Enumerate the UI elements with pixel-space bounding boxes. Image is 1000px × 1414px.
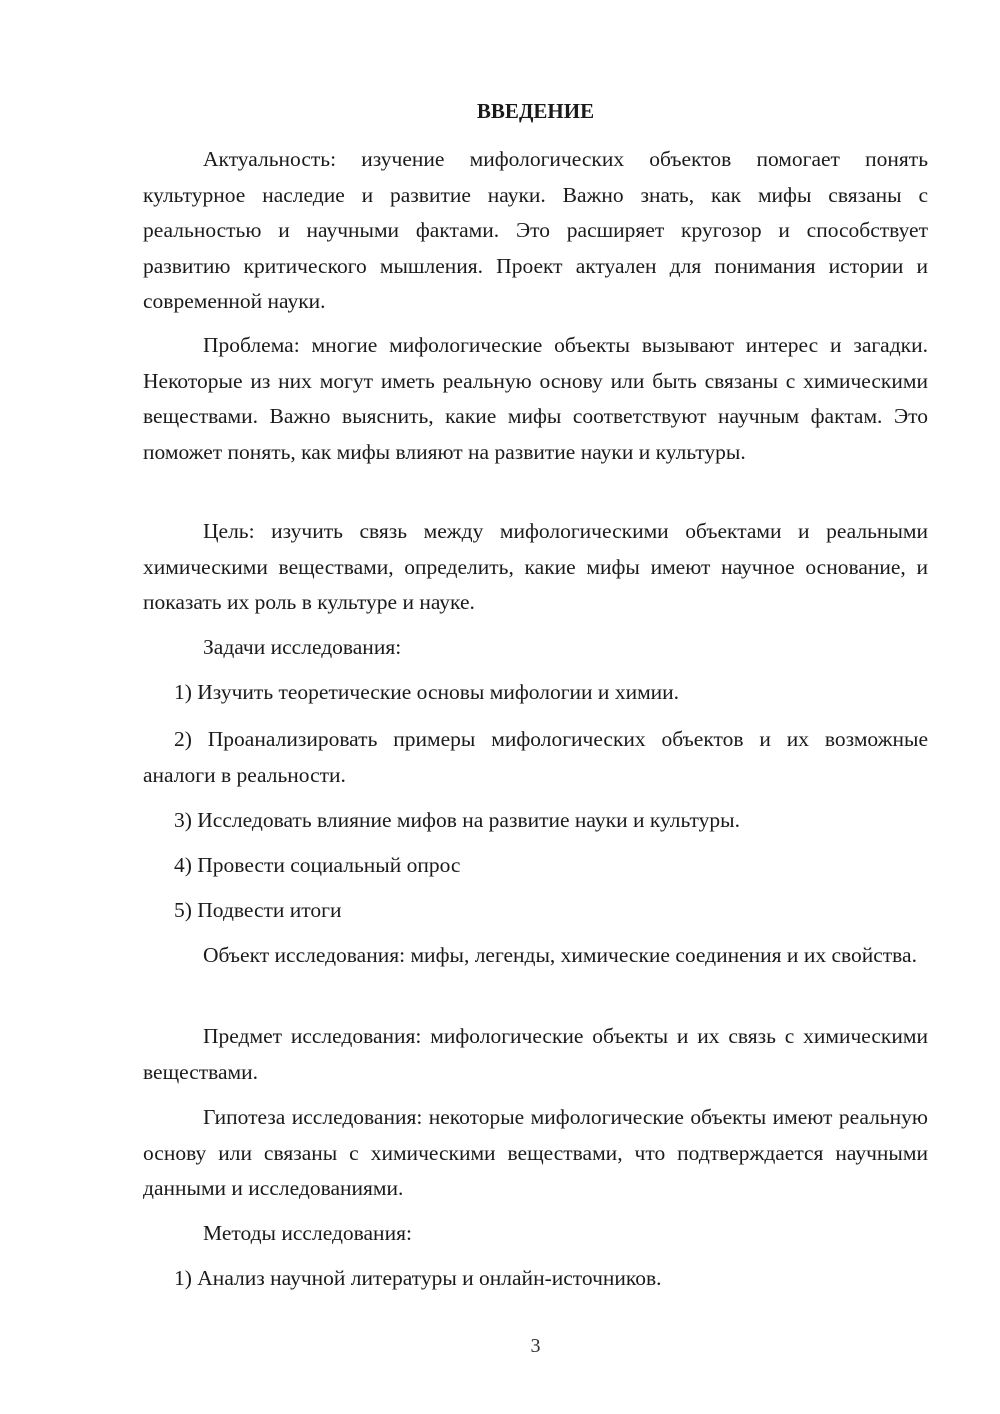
object-paragraph: Объект исследования: мифы, легенды, химические соединения и их свойства. <box>203 943 917 967</box>
task-item-2: 2) Проанализировать примеры мифологических объектов и их возможные аналоги в реальности. <box>143 727 928 787</box>
goal-paragraph: Цель: изучить связь между мифологическими объектами и реальными химическими веществами, определить, какие мифы имеют научное основание, и показать их роль в культуре и науке. <box>143 519 928 614</box>
relevance-paragraph: Актуальность: изучение мифологических объектов помогает понять культурное наследие и развитие науки. Важно знать, как мифы связаны с реальностью и научными фактами. Это расширяет кругозор и способствует развитию критического мышления. Проект актуален для понимания истории и современной науки. <box>143 147 928 313</box>
task-item-1: 1) Изучить теоретические основы мифологии и химии. <box>174 680 680 704</box>
page-number: 3 <box>530 1335 541 1357</box>
methods-title: Методы исследования: <box>203 1221 412 1245</box>
task-item-3: 3) Исследовать влияние мифов на развитие науки и культуры. <box>174 808 740 832</box>
method-item-1: 1) Анализ научной литературы и онлайн-источников. <box>174 1266 662 1290</box>
tasks-title: Задачи исследования: <box>203 635 402 659</box>
subject-paragraph: Предмет исследования: мифологические объекты и их связь с химическими веществами. <box>143 1024 928 1084</box>
hypothesis-paragraph: Гипотеза исследования: некоторые мифологические объекты имеют реальную основу или связаны с химическими веществами, что подтверждается научными данными и исследованиями. <box>143 1105 928 1200</box>
problem-paragraph: Проблема: многие мифологические объекты вызывают интерес и загадки. Некоторые из них могут иметь реальную основу или быть связаны с химическими веществами. Важно выяснить, какие мифы соответствуют научным фактам. Это поможет понять, как мифы влияют на развитие науки и культуры. <box>143 333 928 464</box>
task-item-4: 4) Провести социальный опрос <box>174 853 461 877</box>
task-item-5: 5) Подвести итоги <box>174 898 342 922</box>
section-heading: ВВЕДЕНИЕ <box>476 99 595 123</box>
